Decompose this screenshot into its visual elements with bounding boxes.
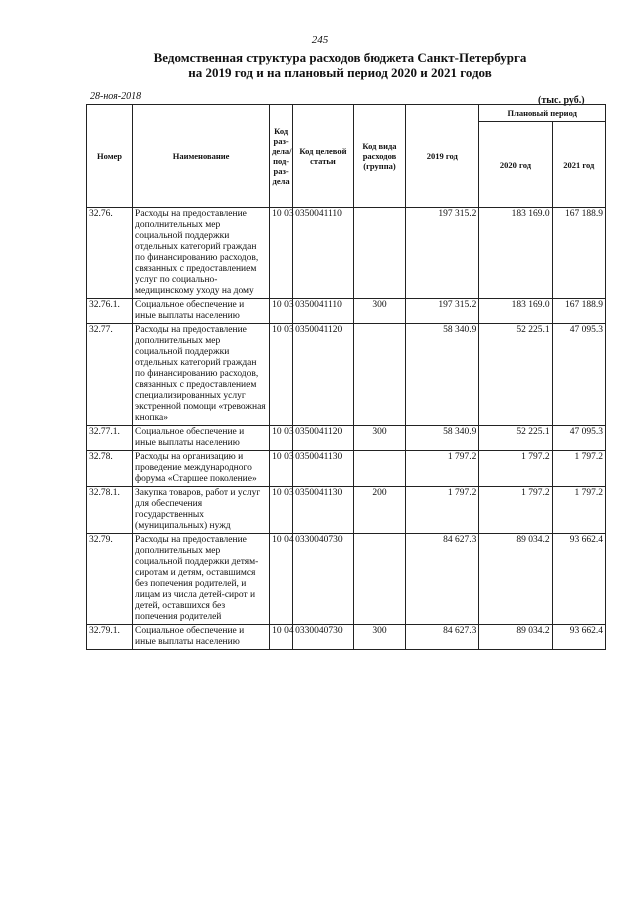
row-expense-type: 300 [353, 625, 405, 650]
row-expense-type: 200 [353, 487, 405, 534]
row-expense-type [353, 534, 405, 625]
row-razdel-code: 10 [272, 535, 282, 545]
row-amount-2019: 197 315.2 [406, 299, 479, 324]
header-name: Наименование [133, 105, 270, 208]
row-amount-2021: 1 797.2 [552, 451, 605, 487]
header-year-2021: 2021 год [552, 122, 605, 208]
row-amount-2019: 58 340.9 [406, 324, 479, 426]
row-razdel-code: 10 [272, 300, 282, 310]
row-name: Расходы на предоставление дополнительных мер социальной поддержки детям-сиротам и детям, оставшимся без попечения родителей, и лицам из числа детей-сирот и детей, оставшихся без попечения родителей [133, 534, 270, 625]
row-amount-2019: 84 627.3 [406, 534, 479, 625]
row-name: Социальное обеспечение и иные выплаты населению [133, 625, 270, 650]
row-number: 32.79.1. [87, 625, 133, 650]
row-target-code: 0350041110 [293, 208, 354, 299]
row-podrazdel-code: 03 [284, 427, 294, 437]
page-title [100, 50, 580, 80]
row-razdel [270, 324, 293, 426]
row-razdel-code: 10 [272, 325, 282, 335]
row-name: Расходы на предоставление дополнительных мер социальной поддержки отдельных категорий граждан по финансированию расходов, связанных с предоставлением услуг по социально-медицинскому уходу на дому [133, 208, 270, 299]
row-amount-2020: 52 225.1 [479, 324, 552, 426]
header-expense-type: Код вида расходов (группа) [353, 105, 405, 208]
row-razdel-code: 10 [272, 427, 282, 437]
table-row [87, 451, 606, 487]
header-number: Номер [87, 105, 133, 208]
row-podrazdel-code: 03 [284, 488, 294, 498]
row-amount-2019: 1 797.2 [406, 487, 479, 534]
row-amount-2021: 167 188.9 [552, 299, 605, 324]
title-line-1: Ведомственная структура расходов бюджета Санкт-Петербурга [153, 50, 527, 65]
row-razdel [270, 208, 293, 299]
row-razdel [270, 426, 293, 451]
row-razdel [270, 451, 293, 487]
table-row [87, 487, 606, 534]
row-amount-2021: 167 188.9 [552, 208, 605, 299]
header-target-code: Код целевой статьи [293, 105, 354, 208]
row-target-code: 0350041120 [293, 426, 354, 451]
row-number: 32.76.1. [87, 299, 133, 324]
row-name: Закупка товаров, работ и услуг для обеспечения государственных (муниципальных) нужд [133, 487, 270, 534]
row-razdel [270, 487, 293, 534]
row-name: Социальное обеспечение и иные выплаты населению [133, 426, 270, 451]
row-podrazdel-code: 04 [284, 626, 294, 636]
row-expense-type [353, 451, 405, 487]
row-podrazdel-code: 03 [284, 209, 294, 219]
document-date: 28-ноя-2018 [90, 91, 142, 102]
row-number: 32.78.1. [87, 487, 133, 534]
table-row [87, 208, 606, 299]
row-amount-2021: 93 662.4 [552, 534, 605, 625]
row-number: 32.79. [87, 534, 133, 625]
row-name: Социальное обеспечение и иные выплаты населению [133, 299, 270, 324]
header-razdel: Код раз-дела/ под-раз-дела [270, 105, 293, 208]
row-podrazdel-code: 03 [284, 300, 294, 310]
row-razdel-code: 10 [272, 209, 282, 219]
row-name: Расходы на организацию и проведение международного форума «Старшее поколение» [133, 451, 270, 487]
row-amount-2020: 89 034.2 [479, 534, 552, 625]
table-row [87, 299, 606, 324]
row-target-code: 0350041120 [293, 324, 354, 426]
row-amount-2020: 52 225.1 [479, 426, 552, 451]
row-expense-type: 300 [353, 299, 405, 324]
row-amount-2020: 1 797.2 [479, 487, 552, 534]
row-number: 32.77.1. [87, 426, 133, 451]
row-expense-type: 300 [353, 426, 405, 451]
row-razdel [270, 299, 293, 324]
row-amount-2019: 84 627.3 [406, 625, 479, 650]
table-body [87, 208, 606, 650]
row-amount-2021: 93 662.4 [552, 625, 605, 650]
units-label: (тыс. руб.) [538, 95, 585, 106]
row-expense-type [353, 208, 405, 299]
row-expense-type [353, 324, 405, 426]
row-amount-2021: 1 797.2 [552, 487, 605, 534]
row-number: 32.77. [87, 324, 133, 426]
row-amount-2020: 183 169.0 [479, 208, 552, 299]
page-number: 245 [311, 34, 329, 46]
row-razdel [270, 625, 293, 650]
row-podrazdel-code: 04 [284, 535, 294, 545]
row-razdel-code: 10 [272, 452, 282, 462]
row-amount-2020: 89 034.2 [479, 625, 552, 650]
header-year-2020: 2020 год [479, 122, 552, 208]
header-planned-period: Плановый период [479, 105, 606, 122]
row-amount-2019: 58 340.9 [406, 426, 479, 451]
row-number: 32.76. [87, 208, 133, 299]
table-row [87, 625, 606, 650]
row-podrazdel-code: 03 [284, 325, 294, 335]
row-target-code: 0350041110 [293, 299, 354, 324]
budget-table [86, 104, 606, 650]
row-target-code: 0350041130 [293, 487, 354, 534]
row-target-code: 0330040730 [293, 534, 354, 625]
row-razdel [270, 534, 293, 625]
row-amount-2019: 1 797.2 [406, 451, 479, 487]
row-amount-2020: 1 797.2 [479, 451, 552, 487]
row-number: 32.78. [87, 451, 133, 487]
row-podrazdel-code: 03 [284, 452, 294, 462]
title-line-2: на 2019 год и на плановый период 2020 и 2021 годов [188, 65, 492, 80]
table-row [87, 324, 606, 426]
row-amount-2019: 197 315.2 [406, 208, 479, 299]
row-name: Расходы на предоставление дополнительных мер социальной поддержки отдельных категорий граждан по финансированию расходов, связанных с предоставлением специализированных услуг экстренной помощи «тревожная кнопка» [133, 324, 270, 426]
row-razdel-code: 10 [272, 626, 282, 636]
row-amount-2021: 47 095.3 [552, 324, 605, 426]
table-row [87, 426, 606, 451]
row-amount-2020: 183 169.0 [479, 299, 552, 324]
row-razdel-code: 10 [272, 488, 282, 498]
header-year-2019: 2019 год [406, 105, 479, 208]
row-target-code: 0350041130 [293, 451, 354, 487]
row-amount-2021: 47 095.3 [552, 426, 605, 451]
row-target-code: 0330040730 [293, 625, 354, 650]
table-row [87, 534, 606, 625]
